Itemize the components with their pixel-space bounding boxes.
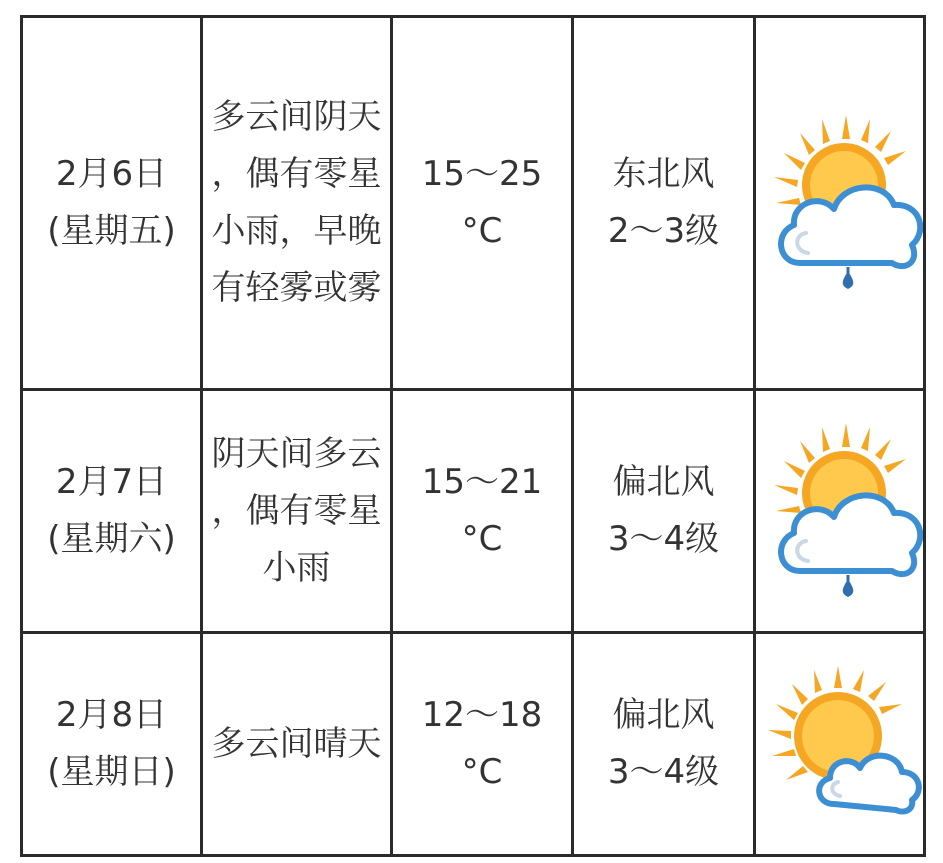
cloud-sun-drizzle-icon [764, 421, 925, 601]
weather-forecast-table [20, 15, 926, 857]
wind-cell [573, 17, 755, 390]
temperature-unit: °C [461, 519, 503, 559]
date-cell [22, 390, 202, 633]
wind-level: 3～4级 [607, 752, 720, 792]
weather-icon-cell [755, 17, 925, 390]
wind-direction: 偏北风 [612, 695, 715, 735]
wind-cell [573, 390, 755, 633]
forecast-row [22, 390, 925, 633]
weather-icon-cell [755, 390, 925, 633]
description-cell [202, 17, 392, 390]
wind-direction: 偏北风 [612, 462, 715, 502]
temperature-range: 12～18 [421, 695, 543, 735]
wind-level: 2～3级 [607, 211, 720, 251]
weather-description: 多云间阴天，偶有零星小雨，早晚有轻雾或雾 [211, 97, 382, 308]
wind-direction: 东北风 [612, 154, 715, 194]
temperature-range: 15～21 [421, 462, 543, 502]
temperature-unit: °C [461, 752, 503, 792]
date-cell [22, 633, 202, 856]
date: 2月8日 [55, 695, 168, 735]
weekday: (星期日) [47, 752, 176, 792]
temperature-cell [392, 17, 573, 390]
weekday: (星期六) [47, 519, 176, 559]
wind-level: 3～4级 [607, 519, 720, 559]
forecast-row [22, 17, 925, 390]
wind-cell [573, 633, 755, 856]
weather-icon-cell [755, 633, 925, 856]
description-cell [202, 390, 392, 633]
date: 2月7日 [55, 462, 168, 502]
description-cell [202, 633, 392, 856]
temperature-range: 15～25 [421, 154, 543, 194]
forecast-row [22, 633, 925, 856]
sun-cloud-icon [764, 664, 924, 824]
weekday: (星期五) [47, 211, 176, 251]
date-cell [22, 17, 202, 390]
cloud-sun-drizzle-icon [764, 113, 925, 293]
temperature-cell [392, 390, 573, 633]
temperature-unit: °C [461, 211, 503, 251]
date: 2月6日 [55, 154, 168, 194]
weather-description: 阴天间多云，偶有零星小雨 [211, 433, 382, 588]
temperature-cell [392, 633, 573, 856]
weather-description: 多云间晴天 [211, 723, 382, 764]
